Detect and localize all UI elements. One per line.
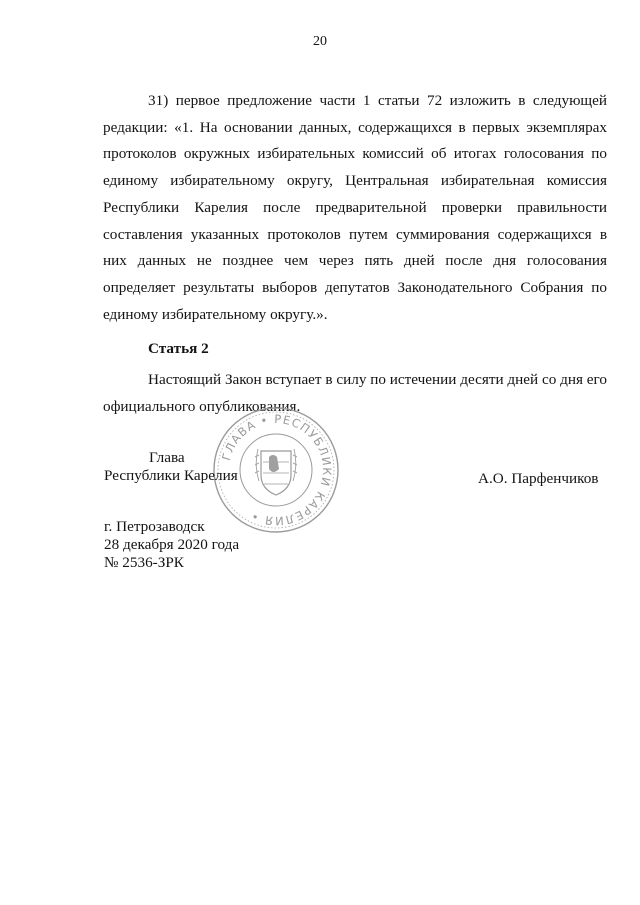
seal-text: ГЛАВА • РЕСПУБЛИКИ КАРЕЛИЯ •: [219, 411, 335, 529]
amendment-paragraph: 31) первое предложение части 1 статьи 72 изложить в следующей редакции: «1. На основании данных, содержащихся в первых экземплярах протоколов окружных избирательных комиссий об итогах голосования по единому избирательному округу, Центральная избирательная комиссия Республики Карелия после предварительной проверки правильности составления указанных протоколов путем суммирования содержащихся в них данных не позднее чем через пять дней после дня голосования определяет результаты выборов депутатов Законодательного Собрания по единому избирательному округу.».: [103, 92, 607, 323]
signatory-name: А.О. Парфенчиков: [478, 470, 599, 487]
signing-place: г. Петрозаводск: [104, 518, 205, 535]
article-text: Настоящий Закон вступает в силу по истечении десяти дней со дня его официального опубликования.: [103, 371, 607, 415]
article-heading: Статья 2: [148, 340, 209, 357]
signatory-title-region: Республики Карелия: [104, 467, 238, 484]
law-number: № 2536-ЗРК: [104, 554, 184, 571]
page-number: 20: [313, 34, 327, 49]
signing-date: 28 декабря 2020 года: [104, 536, 240, 553]
signatory-title: Глава: [149, 449, 185, 466]
